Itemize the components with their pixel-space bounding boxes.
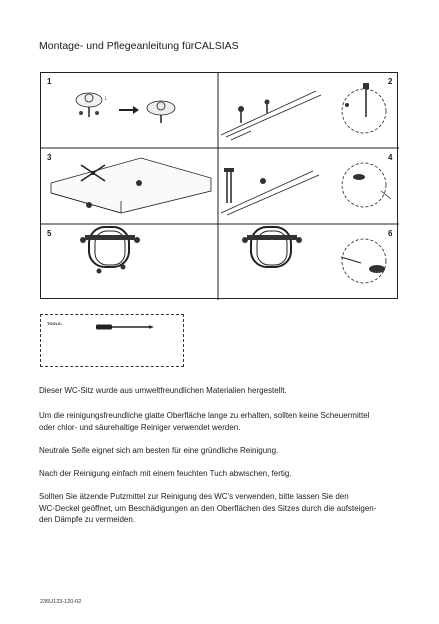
step-1-illustration [76, 93, 175, 123]
care-text: Um die reinigungsfreundliche glatte Oberfläche lange zu erhalten, sollten keine Scheuermittel oder chlor- und säurehaltige Reiniger verwendet werden. [39, 411, 370, 432]
document-title: Montage- und Pflegeanleitung fürCALSIAS [39, 40, 239, 52]
tools-box [40, 314, 184, 367]
step-number: 6 [388, 229, 393, 238]
step-6-illustration [242, 227, 386, 283]
installation-diagram [40, 72, 398, 299]
step-2-illustration [221, 83, 386, 140]
care-text: Dieser WC-Sitz wurde aus umweltfreundlichen Materialien hergestellt. [39, 386, 287, 395]
step-number: 1 [47, 77, 52, 86]
care-text: Neutrale Seife eignet sich am besten für eine gründliche Reinigung. [39, 446, 279, 455]
care-text: Nach der Reinigung einfach mit einem feuchten Tuch abwischen, fertig. [39, 469, 292, 478]
step-number: 5 [47, 229, 52, 238]
step-4-illustration [221, 163, 391, 215]
step-5-illustration [80, 227, 140, 274]
tools-label: TOOLS: [47, 321, 63, 326]
care-text: Sollten Sie ätzende Putzmittel zur Reinigung des WC's verwenden, bitte lassen Sie den WC-Deckel geöffnet, um Beschädigungen an den Oberflächen des Sitzes durch die aufsteigen- den Dämpfe zu vermeiden. [39, 492, 377, 524]
svg-text:↓: ↓ [104, 95, 108, 102]
installation-steps-illustration [41, 73, 399, 300]
document-code: 236U123-120-02 [40, 599, 82, 605]
step-number: 2 [388, 77, 393, 86]
step-number: 4 [388, 153, 393, 162]
step-3-illustration [51, 158, 211, 213]
screwdriver-icon [95, 322, 155, 332]
step-number: 3 [47, 153, 52, 162]
